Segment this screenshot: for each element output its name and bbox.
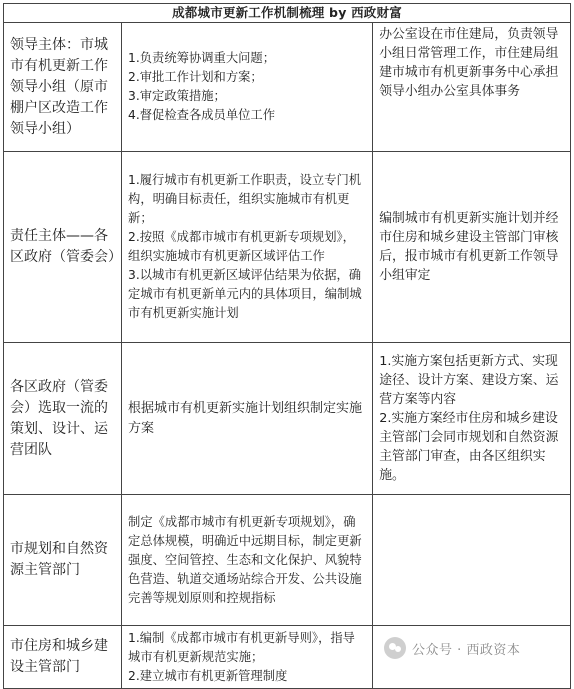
- table-row: [4, 495, 571, 626]
- duty-item: 2.建立城市有机更新管理制度: [128, 668, 288, 683]
- duty-item: 3.审定政策措施；: [128, 89, 226, 103]
- body-cell: 各区政府（管委会）选取一流的策划、设计、运营团队: [4, 343, 122, 495]
- note-item: 1.实施方案包括更新方式、实现途径、设计方案、建设方案、运营方案等内容: [379, 354, 559, 407]
- note-item: 编制城市有机更新实施计划并经市住房和城乡建设主管部门审核后，报市城市有机更新工作领导小组审定: [379, 211, 559, 283]
- duty-cell: [122, 343, 373, 495]
- body-cell: 责任主体——各区政府（管委会）: [4, 152, 122, 343]
- note-cell: [373, 152, 571, 343]
- body-cell: 市规划和自然资源主管部门: [4, 495, 122, 626]
- table-title: 成都城市更新工作机制梳理 by 西政财富: [4, 4, 571, 23]
- note-item: 办公室设在市住建局，负责领导小组日常管理工作，市住建局组建市城市有机更新事务中心承担领导小组办公室具体事务: [379, 27, 559, 99]
- body-cell: 市住房和城乡建设主管部门: [4, 626, 122, 689]
- table-row: [4, 152, 571, 343]
- duty-item: 4.督促检查各成员单位工作: [128, 108, 276, 122]
- duty-cell: [122, 23, 373, 152]
- note-cell: [373, 23, 571, 152]
- duty-item: 制定《成都市城市有机更新专项规划》，确定总体规模，明确近中远期目标，制定更新强度、空间管控、生态和文化保护、风貌特色营造、轨道交通场站综合开发、公共设施完善等规划原则和控规指标: [128, 514, 362, 605]
- table-row: [4, 343, 571, 495]
- note-item: 2.实施方案经市住房和城乡建设主管部门会同市规划和自然资源主管部门审查，由各区组织实施。: [379, 411, 559, 483]
- body-cell: 领导主体：市城市有机更新工作领导小组（原市棚户区改造工作领导小组）: [4, 23, 122, 152]
- mechanism-table: [3, 3, 571, 689]
- note-cell: [373, 495, 571, 626]
- note-cell: [373, 343, 571, 495]
- duty-item: 1.负责统筹协调重大问题；: [128, 51, 276, 65]
- watermark: [384, 630, 568, 666]
- duty-item: 3.以城市有机更新区域评估结果为依据，确定城市有机更新单元内的具体项目，编制城市有机更新实施计划: [128, 268, 362, 320]
- duty-cell: [122, 626, 373, 689]
- duty-item: 1.编制《成都市城市有机更新导则》，指导城市有机更新规范实施；: [128, 630, 355, 664]
- watermark-text: 公众号 · 西政资本: [412, 642, 521, 658]
- duty-item: 2.按照《成都市城市有机更新专项规划》，组织实施城市有机更新区域评估工作: [128, 230, 355, 263]
- table-row: [4, 23, 571, 152]
- duty-item: 1.履行城市有机更新工作职责，设立专门机构，明确目标责任，组织实施城市有机更新；: [128, 173, 362, 225]
- duty-cell: [122, 152, 373, 343]
- duty-item: 2.审批工作计划和方案；: [128, 70, 263, 84]
- duty-cell: [122, 495, 373, 626]
- duty-item: 根据城市有机更新实施计划组织制定实施方案: [128, 400, 363, 436]
- wechat-icon: [384, 637, 406, 659]
